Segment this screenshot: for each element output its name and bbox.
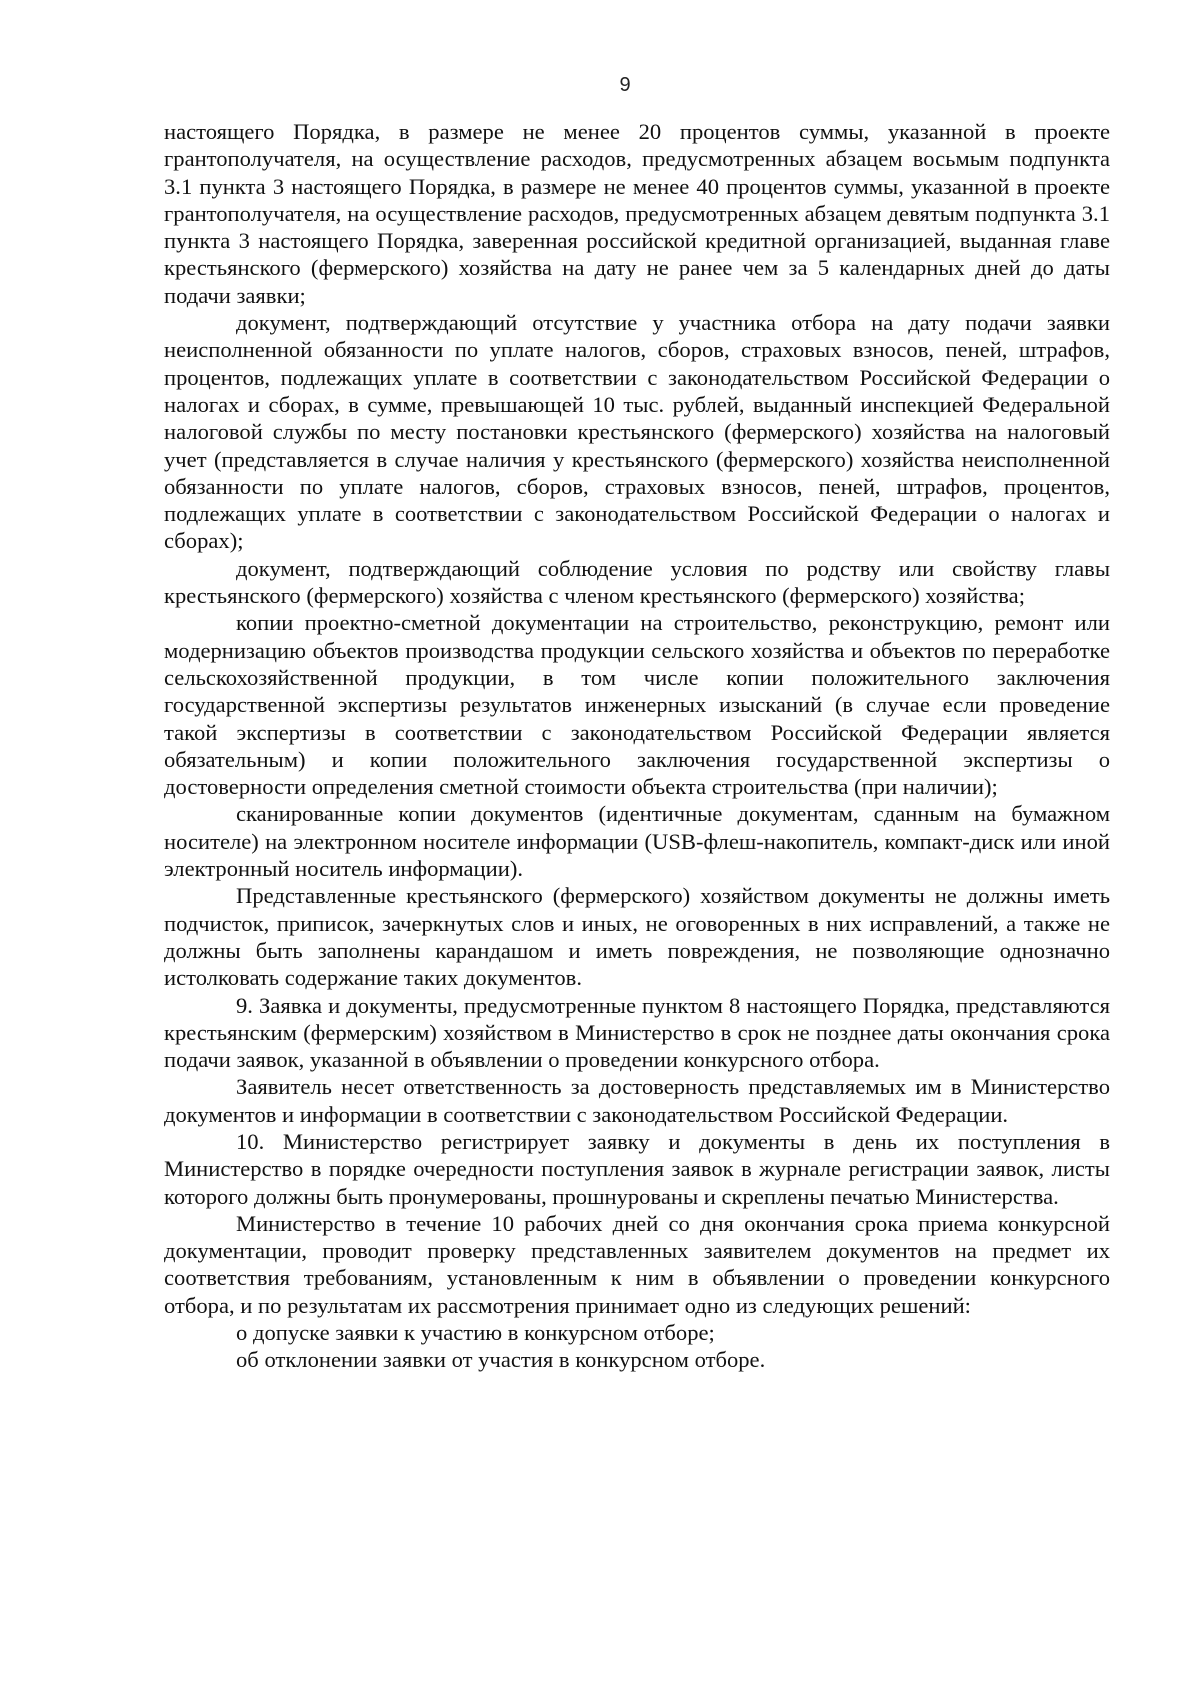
page-number: 9	[619, 74, 631, 96]
paragraph-kinship-document: документ, подтверждающий соблюдение условия по родству или свойству главы крестьянского (фермерского) хозяйства с членом крестьянского (фермерского) хозяйства;	[164, 555, 1110, 609]
paragraph-bank-certificate-continuation: настоящего Порядка, в размере не менее 20 процентов суммы, указанной в проекте грантополучателя, на осуществление расходов, предусмотренных абзацем восьмым подпункта 3.1 пункта 3 настоящего Порядка, в размере не менее 40 процентов суммы, указанной в проекте грантополучателя, на осуществление расходов, предусмотренных абзацем девятым подпункта 3.1 пункта 3 настоящего Порядка, заверенная российской кредитной организацией, выданная главе крестьянского (фермерского) хозяйства на дату не ранее чем за 5 календарных дней до даты подачи заявки;	[164, 119, 1110, 308]
paragraph-ministry-review: Министерство в течение 10 рабочих дней со дня окончания срока приема конкурсной документации, проводит проверку представленных заявителем документов на предмет их соответствия требованиям, установленным к ним в объявлении о проведении конкурсного отбора, и по результатам их рассмотрения принимает одно из следующих решений:	[164, 1210, 1110, 1318]
document-body	[164, 118, 1110, 1374]
paragraph-tax-debt-document: документ, подтверждающий отсутствие у участника отбора на дату подачи заявки неисполненной обязанности по уплате налогов, сборов, страховых взносов, пеней, штрафов, процентов, подлежащих уплате в соответствии с законодательством Российской Федерации о налогах и сборах, в сумме, превышающей 10 тыс. рублей, выданный инспекцией Федеральной налоговой службы по месту постановки крестьянского (фермерского) хозяйства на налоговый учет (представляется в случае наличия у крестьянского (фермерского) хозяйства неисполненной обязанности по уплате налогов, сборов, страховых взносов, пеней, штрафов, процентов, подлежащих уплате в соответствии с законодательством Российской Федерации о налогах и сборах);	[164, 310, 1110, 554]
paragraph-decision-reject: об отклонении заявки от участия в конкурсном отборе.	[236, 1347, 766, 1373]
paragraph-item-10: 10. Министерство регистрирует заявку и документы в день их поступления в Министерство в порядке очередности поступления заявок в журнале регистрации заявок, листы которого должны быть пронумерованы, прошнурованы и скреплены печатью Министерства.	[164, 1128, 1110, 1209]
paragraph-applicant-responsibility: Заявитель несет ответственность за достоверность представляемых им в Министерство документов и информации в соответствии с законодательством Российской Федерации.	[164, 1074, 1110, 1127]
paragraph-design-estimate-copies: копии проектно-сметной документации на строительство, реконструкцию, ремонт или модернизацию объектов производства продукции сельского хозяйства и объектов по переработке сельскохозяйственной продукции, в том числе копии положительного заключения государственной экспертизы результатов инженерных изысканий (в случае если проведение такой экспертизы в соответствии с законодательством Российской Федерации является обязательным) и копии положительного заключения государственной экспертизы о достоверности определения сметной стоимости объекта строительства (при наличии);	[164, 610, 1110, 800]
paragraph-scanned-copies: сканированные копии документов (идентичные документам, сданным на бумажном носителе) на электронном носителе информации (USB-флеш-накопитель, компакт-диск или иной электронный носитель информации).	[164, 801, 1110, 882]
paragraph-item-9: 9. Заявка и документы, предусмотренные пунктом 8 настоящего Порядка, представляются крестьянским (фермерским) хозяйством в Министерство в срок не позднее даты окончания срока подачи заявок, указанной в объявлении о проведении конкурсного отбора.	[164, 992, 1110, 1073]
paragraph-decision-admit: о допуске заявки к участию в конкурсном отборе;	[236, 1320, 715, 1346]
paragraph-document-requirements: Представленные крестьянского (фермерского) хозяйством документы не должны иметь подчисток, приписок, зачеркнутых слов и иных, не оговоренных в них исправлений, а также не должны быть заполнены карандашом и иметь повреждения, не позволяющие однозначно истолковать содержание таких документов.	[164, 883, 1110, 991]
